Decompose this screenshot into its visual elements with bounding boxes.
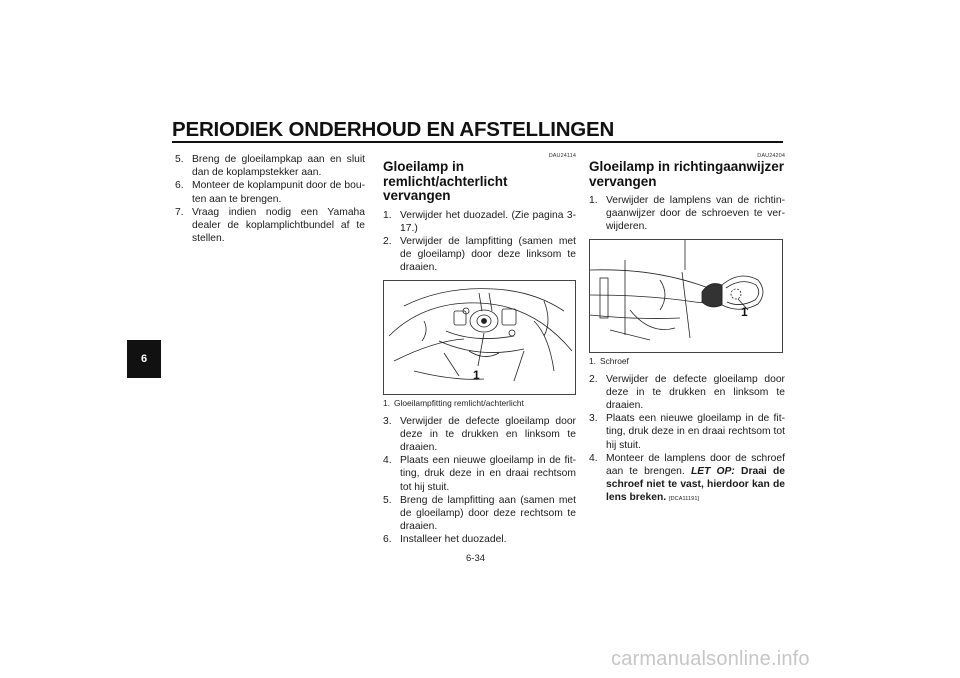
list-item (589, 194, 785, 234)
tail-light-figure (383, 280, 576, 395)
step-text: Verwijder de defecte gloeilamp door deze in te drukken en linksom te draaien. (400, 415, 576, 453)
turn-signal-figure (589, 239, 783, 353)
step-list (383, 209, 576, 275)
list-item (589, 452, 785, 507)
page-title: PERIODIEK ONDERHOUD EN AFSTELLINGEN (172, 118, 615, 141)
step-number: 7. (175, 206, 184, 218)
column-2 (383, 153, 576, 547)
figure-caption (383, 398, 576, 409)
watermark: carmanualsonline.info (611, 648, 810, 670)
step-number: 6. (383, 534, 392, 546)
step-list (175, 153, 365, 245)
step-number: 5. (383, 494, 392, 506)
warning-code: [DCA11191] (668, 496, 700, 503)
step-number: 4. (589, 452, 598, 464)
caption-text: Gloeilampfitting remlicht/achterlicht (394, 397, 524, 408)
list-item (383, 494, 576, 534)
step-number: 1. (589, 195, 598, 206)
figure-callout: 1 (741, 304, 748, 319)
step-number: 2. (589, 373, 598, 385)
step-list (589, 373, 785, 507)
turn-signal-illustration (590, 240, 782, 352)
step-text: Monteer de koplampunit door de bouten aan te brengen. (192, 180, 365, 205)
chapter-tab: 6 (127, 340, 161, 378)
column-3 (589, 153, 785, 507)
list-item (175, 179, 365, 205)
list-item (383, 209, 576, 235)
step-number: 1. (383, 209, 392, 221)
step-text: Monteer de lamplens door de schroef aan te brengen. (606, 452, 785, 478)
list-item (589, 373, 785, 413)
warning-text: Draai de schroef niet te vast, hierdoor kan de lens breken. (606, 466, 785, 504)
section-code: DAU24114 (548, 153, 576, 159)
caption-text: Schroef (600, 355, 629, 366)
page-number: 6-34 (466, 553, 486, 564)
list-item (175, 153, 365, 179)
step-list (589, 194, 785, 234)
step-text: Breng de gloeilampkap aan en sluit dan de koplampstekker aan. (192, 154, 365, 179)
step-text: Verwijder de defecte gloeilamp door deze in te drukken en linksom te draaien. (606, 373, 785, 412)
step-text: Installeer het duozadel. (400, 534, 507, 546)
step-text: Verwijder de lamplens van de richtingaanwijzer door de schroeven te verwijderen. (606, 195, 785, 233)
step-text: Verwijder het duozadel. (Zie pagina 3-17.) (400, 209, 576, 234)
caption-number: 1. (383, 397, 390, 408)
step-number: 3. (589, 413, 598, 425)
step-number: 4. (383, 455, 392, 467)
section-title: Gloeilamp in richtingaanwijzer vervangen (589, 159, 785, 189)
caption-number: 1. (589, 355, 596, 366)
section-code: DAU24204 (757, 153, 785, 159)
step-text: Plaats een nieuwe gloeilamp in de fitting, druk deze in en draai rechtsom tot hij stuit. (400, 455, 576, 493)
figure-caption (589, 356, 785, 367)
step-number: 2. (383, 235, 392, 247)
section-title: Gloeilamp in remlicht/achterlicht vervangen (383, 159, 508, 203)
list-item (383, 415, 576, 455)
step-number: 6. (175, 180, 184, 192)
step-text: Vraag indien nodig een Yamaha dealer de koplamplichtbundel af te stellen. (192, 206, 365, 245)
step-text: Verwijder de lampfitting (samen met de gloeilamp) door deze linksom te draaien. (400, 235, 576, 274)
step-number: 3. (383, 415, 392, 427)
step-list (383, 415, 576, 547)
list-item (383, 533, 576, 546)
list-item (175, 206, 365, 246)
list-item (589, 412, 785, 452)
step-text: Breng de lampfitting aan (samen met de gloeilamp) door deze rechtsom te draaien. (400, 494, 576, 533)
step-text: Plaats een nieuwe gloeilamp in de fitting, druk deze in en draai rechtsom tot hij stuit. (606, 413, 785, 451)
step-number: 5. (175, 154, 184, 165)
list-item (383, 235, 576, 275)
list-item (383, 454, 576, 494)
warning-label: LET OP: (690, 466, 735, 478)
title-rule (172, 141, 783, 143)
figure-callout: 1 (473, 367, 480, 382)
column-1 (175, 153, 365, 245)
